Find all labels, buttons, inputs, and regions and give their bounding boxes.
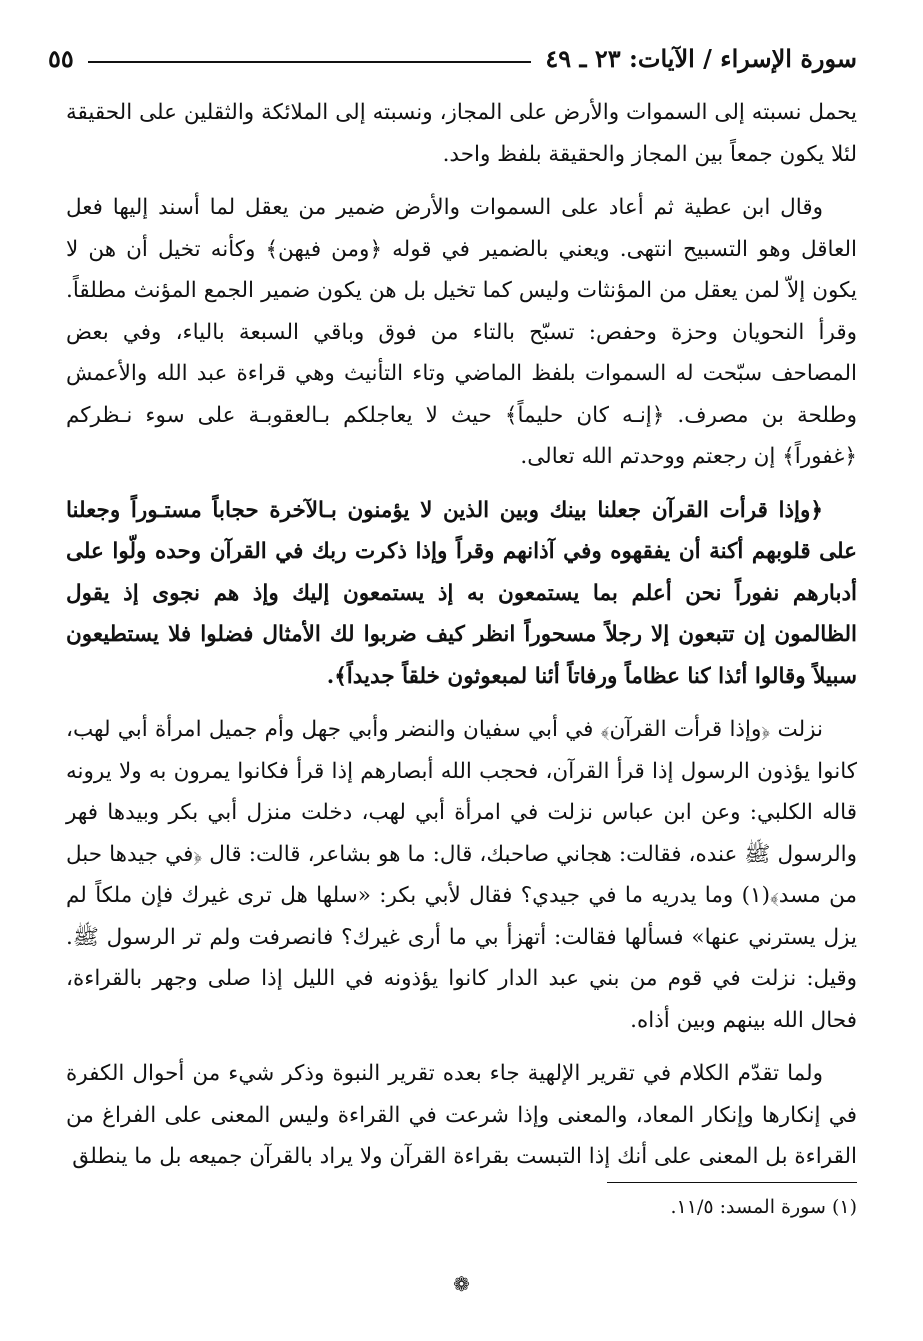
footnote: (١) سورة المسد: ١١/٥. xyxy=(670,1196,857,1218)
page-number: ٥٥ xyxy=(48,43,74,73)
running-header xyxy=(48,38,857,78)
ornament-icon: ❁ xyxy=(453,1272,470,1296)
footnote-separator xyxy=(607,1182,857,1183)
header-rule xyxy=(88,61,532,63)
quran-verses-paragraph: ﴿وإذا قرأت القرآن جعلنا بينك وبين الذين لا يؤمنون بـالآخرة حجاباً مستـوراً وجعلنا على قلوبهم أكنة أن يفقهوه وفي آذانهم وقراً وإذا ذكرت ربك في القرآن وحده ولّوا على أدبارهم نفوراً نحن أعلم بما يستمعون به إذ يستمعون إليك وإذ هم نجوى إذ يقول الظالمون إن تتبعون إلا رجلاً مسحوراً انظر كيف ضربوا لك الأمثال فضلوا فلا يستطيعون سبيلاً وقالوا أئذا كنا عظاماً ورفاتاً أئنا لمبعوثون خلقاً جديداً﴾. xyxy=(66,497,857,689)
page-body xyxy=(66,92,857,1190)
paragraph-5: ولما تقدّم الكلام في تقرير الإلهية جاء بعده تقرير النبوة وذكر شيء من أحوال الكفرة في إنكارها وإنكار المعاد، والمعنى وإذا شرعت في القراءة وليس المعنى على الفراغ من القراءة بل المعنى على أنك إذا التبست بقراءة القرآن ولا يراد بالقرآن جميعه بل ما ينطلق xyxy=(66,1061,857,1169)
paragraph-4: نزلت ﴿وإذا قرأت القرآن﴾ في أبي سفيان والنضر وأبي جهل وأم جميل امرأة أبي لهب، كانوا يؤذون الرسول إذا قرأ القرآن، فحجب الله أبصارهم إذا قرأ فكانوا يمرون به ولا يرونه قاله الكلبي: وعن ابن عباس نزلت في امرأة أبي لهب، دخلت منزل أبي بكر وبيدها فهر والرسول ﷺ عنده، فقالت: هجاني صاحبك، قال: ما هو بشاعر، قالت: قال ﴿في جيدها حبل من مسد﴾(١) وما يدريه ما في جيدي؟ فقال لأبي بكر: «سلها هل ترى غيرك فإن ملكاً لم يزل يسترني عنها» فسألها فقالت: أتهزأ بي ما أرى غيرك؟ فانصرفت ولم تر الرسول ﷺ. وقيل: نزلت في قوم من بني عبد الدار كانوا يؤذونه في الليل إذا صلى وجهر بالقراءة، فحال الله بينهم وبين أذاه. xyxy=(66,717,857,1033)
chapter-title: سورة الإسراء / الآيات: ٢٣ ـ ٤٩ xyxy=(545,43,857,73)
paragraph-2: وقال ابن عطية ثم أعاد على السموات والأرض ضمير من يعقل لما أسند إليها فعل العاقل وهو التسبيح انتهى. ويعني بالضمير في قوله ﴿ومن فيهن﴾ وكأنه تخيل أن هن لا يكون إلاّ لمن يعقل من المؤنثات وليس كما تخيل بل هن يكون ضمير الجمع المؤنث مطلقاً. وقرأ النحويان وحزة وحفص: تسبّح بالتاء من فوق وباقي السبعة بالياء، وفي بعض المصاحف سبّحت له السموات بلفظ الماضي وتاء التأنيث وهي قراءة عبد الله والأعمش وطلحة بن مصرف. ﴿إنـه كان حليماً﴾ حيث لا يعاجلكم بـالعقوبـة على سوء نـظركم ﴿غفوراً﴾ إن رجعتم ووحدتم الله تعالى. xyxy=(66,195,857,469)
paragraph-1: يحمل نسبته إلى السموات والأرض على المجاز، ونسبته إلى الملائكة والثقلين على الحقيقة لئلا يكون جمعاً بين المجاز والحقيقة بلفظ واحد. xyxy=(66,100,857,167)
